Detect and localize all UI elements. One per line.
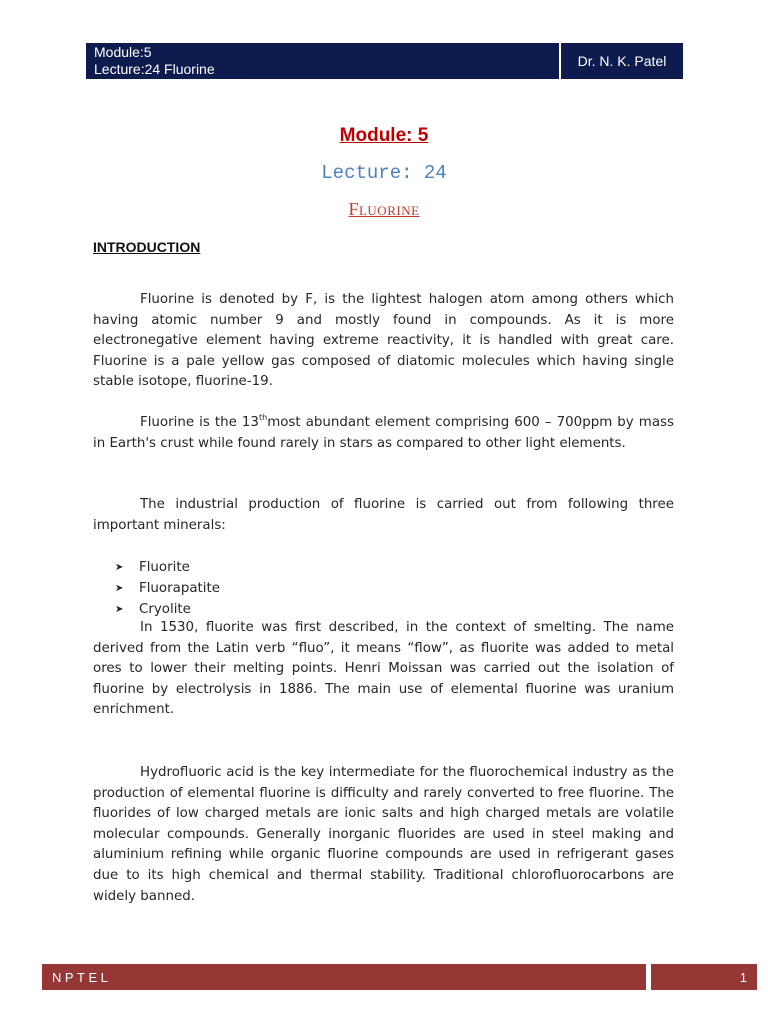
lecture-title: Lecture: 24 [321,162,447,184]
topic-title: Fluorine [348,199,420,219]
paragraph-abundance [93,413,674,454]
module-title: Module: 5 [339,125,429,146]
paragraph-intro: Fluorine is denoted by F, is the lightest halogen atom among others which having atomic number 9 and mostly found in compounds. As it is more electronegative element having extreme reactivity, it is handled with great care. Fluorine is a pale yellow gas composed of diatomic molecules which having single stable isotope, fluorine-19. [93,292,674,390]
list-item [115,557,220,578]
header-module-info [94,44,215,78]
arrowhead-bullet-icon: ➤ [115,604,124,615]
arrowhead-bullet-icon: ➤ [115,583,124,594]
page-number: 1 [739,969,747,985]
footer-bar [42,964,646,990]
list-item [115,599,220,620]
mineral-label: Fluorite [139,560,190,575]
abundance-text-start: Fluorine is the 13 [140,415,259,430]
header-lecture-line: Lecture:24 Fluorine [94,61,215,77]
footer-org: NPTEL [52,969,112,985]
paragraph-uses: Hydrofluoric acid is the key intermediate for the fluorochemical industry as the production of elemental fluorine is difficulty and rarely converted to free fluorine. The fluorides of low charged metals are ionic salts and high charged metals are volatile molecular compounds. Generally inorganic fluorides are used in steel making and aluminium refining while organic fluorine compounds are used in refrigerant gases due to its high chemical and thermal stability. Traditional chlorofluorocarbons are widely banned. [93,765,674,904]
header-module-line: Module:5 [94,44,152,60]
paragraph-production: The industrial production of fluorine is carried out from following three important minerals: [93,497,674,533]
arrowhead-bullet-icon: ➤ [115,562,124,573]
mineral-label: Fluorapatite [139,581,220,596]
abundance-text-end: most abundant element comprising 600 – 700ppm by mass in Earth's crust while found rarely in stars as compared to other light elements. [93,415,674,451]
list-item [115,578,220,599]
header-author: Dr. N. K. Patel [577,53,667,69]
minerals-list [115,557,220,620]
paragraph-history: In 1530, fluorite was first described, in the context of smelting. The name derived from the Latin verb “fluo”, it means “flow”, as fluorite was added to metal ores to lower their melting points. Henri Moissan was carried out the isolation of fluorine by electrolysis in 1886. The main use of elemental fluorine was uranium enrichment. [93,620,674,718]
mineral-label: Cryolite [139,602,191,617]
section-heading: INTRODUCTION [93,239,201,255]
header-bar [86,43,683,79]
footer-page-box [651,964,757,990]
ordinal-superscript: th [258,413,268,422]
